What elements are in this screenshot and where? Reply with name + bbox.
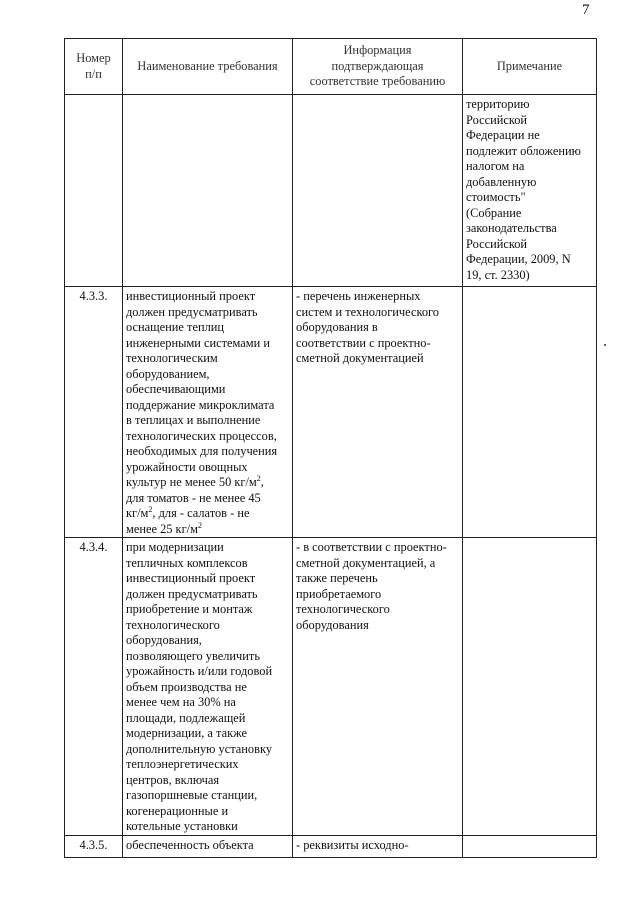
- table-row: [65, 538, 597, 836]
- header-requirement-name: Наименование требования: [123, 39, 293, 95]
- requirement-cell: при модернизации тепличных комплексов инвестиционный проект должен предусматривать приобретение и монтаж технологического оборудования, позволяющего увеличить урожайность и/или годовой объем производства не менее чем на 30% на площади, подлежащей модернизации, а также дополнительную установку теплоэнергетических центров, включая газопоршневые станции, когенерационные и котельные установки: [123, 538, 293, 836]
- scan-artifact-dot: [604, 344, 606, 346]
- row-number: 4.3.3.: [65, 287, 123, 538]
- requirement-cell: [123, 95, 293, 287]
- info-cell: - в соответствии с проектно- сметной документацией, а также перечень приобретаемого технологического оборудования: [293, 538, 463, 836]
- info-cell: - перечень инженерных систем и технологического оборудования в соответствии с проектно- сметной документацией: [293, 287, 463, 538]
- note-cell: [463, 836, 597, 858]
- table-row: [65, 287, 597, 538]
- note-cell: территорию Российской Федерации не подлежит обложению налогом на добавленную стоимость" (Собрание законодательства Российской Федерации, 2009, N 19, ст. 2330): [463, 95, 597, 287]
- requirement-cell: обеспеченность объекта: [123, 836, 293, 858]
- requirement-cell: инвестиционный проект должен предусматривать оснащение теплиц инженерными системами и технологическим оборудованием, обеспечивающими поддержание микроклимата в теплицах и выполнение технологических процессов, необходимых для получения урожайности овощных культур не менее 50 $кг/м^2$, для томатов - не менее 45 $кг/м^2$, для - салатов - не менее 25 $кг/м^2$: [123, 287, 293, 538]
- row-number: 4.3.4.: [65, 538, 123, 836]
- note-cell: [463, 538, 597, 836]
- table-row: [65, 836, 597, 858]
- row-number: [65, 95, 123, 287]
- table-row: [65, 95, 597, 287]
- header-note: Примечание: [463, 39, 597, 95]
- table-header-row: [65, 39, 597, 95]
- page-number: 7: [582, 2, 590, 18]
- header-number: Номер п/п: [65, 39, 123, 95]
- header-confirming-info: Информация подтверждающая соответствие требованию: [293, 39, 463, 95]
- row-number: 4.3.5.: [65, 836, 123, 858]
- info-cell: - реквизиты исходно-: [293, 836, 463, 858]
- info-cell: [293, 95, 463, 287]
- note-cell: [463, 287, 597, 538]
- requirements-table: [64, 38, 597, 858]
